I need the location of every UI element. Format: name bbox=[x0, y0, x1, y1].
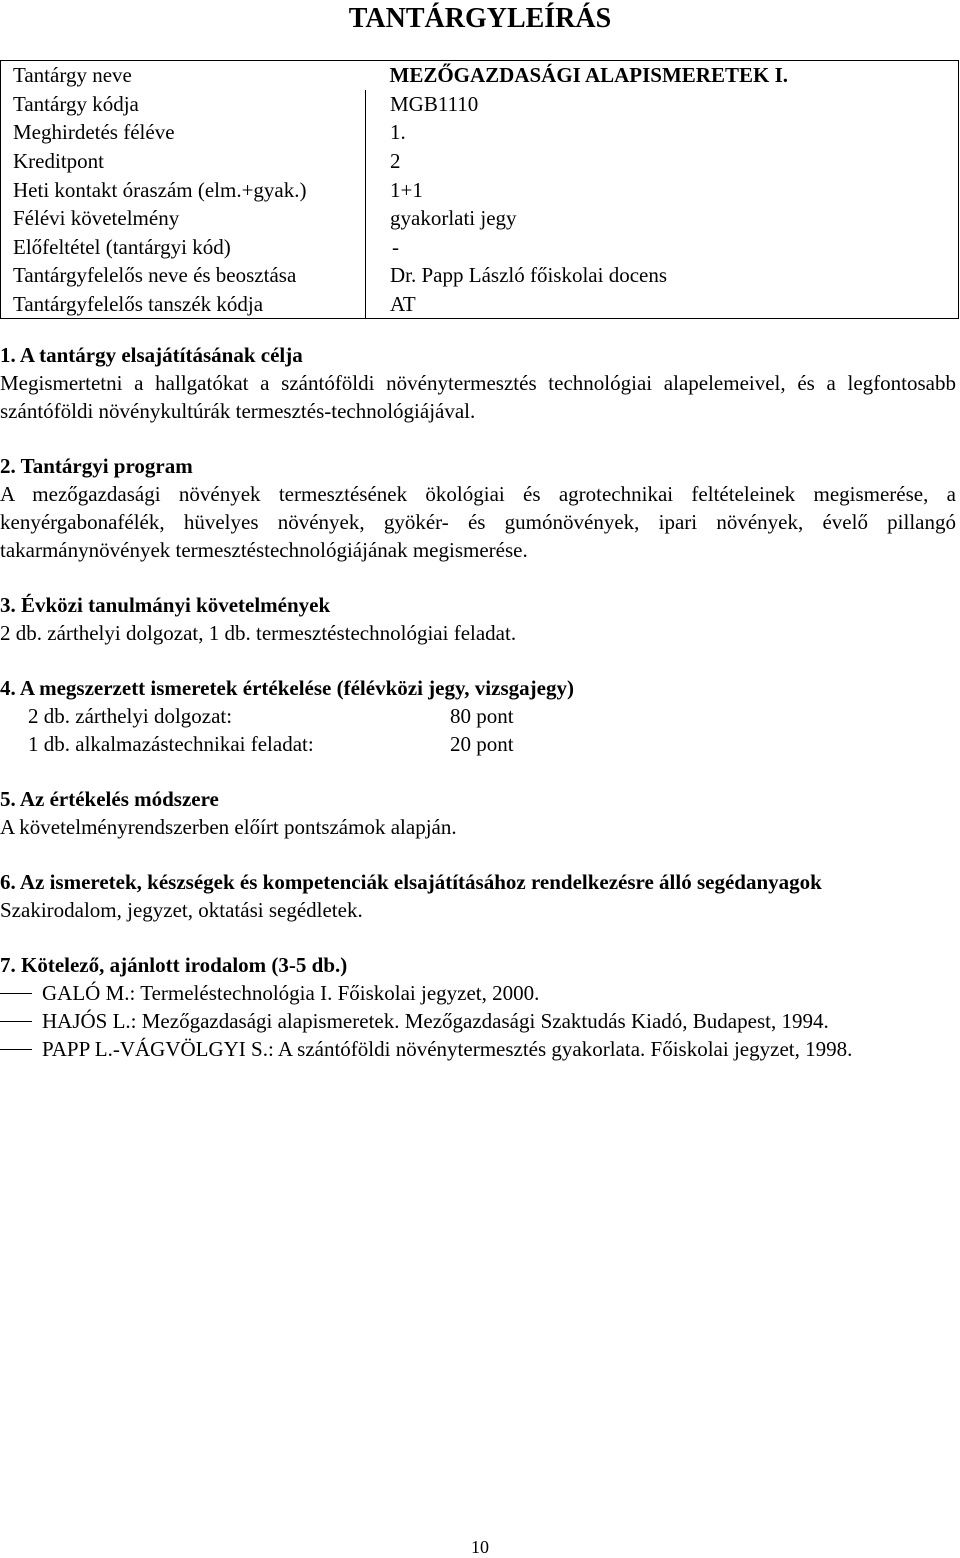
grade-item-label: 2 db. zárthelyi dolgozat: bbox=[28, 704, 233, 728]
grade-item-points: 20 pont bbox=[450, 732, 514, 756]
section-materials bbox=[0, 868, 956, 924]
row-value: AT bbox=[390, 292, 416, 317]
grade-item bbox=[0, 702, 956, 730]
section-heading: 6. Az ismeretek, készségek és kompetenciák elsajátításához rendelkezésre álló segédanyagok bbox=[0, 870, 822, 894]
table-row bbox=[1, 290, 959, 319]
document-content bbox=[0, 341, 956, 1090]
literature-text: PAPP L.-VÁGVÖLGYI S.: A szántóföldi növénytermesztés gyakorlata. Főiskolai jegyzet, 1998. bbox=[42, 1037, 853, 1061]
row-label: Tantárgyfelelős neve és beosztása bbox=[1, 261, 366, 290]
section-program bbox=[0, 452, 956, 564]
section-body: Szakirodalom, jegyzet, oktatási segédletek. bbox=[0, 898, 363, 922]
section-heading: 4. A megszerzett ismeretek értékelése (félévközi jegy, vizsgajegy) bbox=[0, 676, 574, 700]
table-row bbox=[1, 90, 959, 119]
row-value: 1+1 bbox=[390, 177, 423, 202]
section-body: Megismertetni a hallgatókat a szántóföldi növénytermesztés technológiai alapelemeivel, és a legfontosabb szántóföldi növénykultúrák termesztés-technológiájával. bbox=[0, 371, 956, 423]
row-value: gyakorlati jegy bbox=[390, 206, 517, 231]
grade-item-label: 1 db. alkalmazástechnikai feladat: bbox=[28, 732, 314, 756]
row-value: MEZŐGAZDASÁGI ALAPISMERETEK I. bbox=[389, 63, 788, 88]
section-assessment bbox=[0, 674, 956, 758]
grade-list bbox=[0, 702, 956, 758]
section-heading: 7. Kötelező, ajánlott irodalom (3-5 db.) bbox=[0, 953, 348, 977]
section-evaluation-method bbox=[0, 785, 956, 841]
row-value: MGB1110 bbox=[390, 91, 479, 116]
table-row bbox=[1, 147, 959, 176]
row-label: Tantárgyfelelős tanszék kódja bbox=[1, 290, 366, 319]
table-row bbox=[1, 233, 959, 262]
literature-item bbox=[0, 1007, 956, 1035]
dash-bullet-icon bbox=[0, 1049, 32, 1050]
document-title: TANTÁRGYLEÍRÁS bbox=[348, 3, 612, 34]
row-value: Dr. Papp László főiskolai docens bbox=[390, 263, 668, 288]
row-label: Meghirdetés féléve bbox=[1, 118, 366, 147]
table-row bbox=[1, 61, 959, 90]
table-row bbox=[1, 175, 959, 204]
course-info-table bbox=[0, 60, 959, 319]
row-value: 1. bbox=[390, 120, 406, 145]
literature-text: GALÓ M.: Termeléstechnológia I. Főiskolai jegyzet, 2000. bbox=[42, 981, 540, 1005]
section-heading: 2. Tantárgyi program bbox=[0, 454, 193, 478]
section-literature bbox=[0, 951, 956, 1063]
dash-bullet-icon bbox=[0, 993, 32, 994]
section-body: A követelményrendszerben előírt pontszámok alapján. bbox=[0, 815, 457, 839]
row-value: - bbox=[392, 234, 399, 259]
literature-item bbox=[0, 979, 956, 1007]
section-heading: 1. A tantárgy elsajátításának célja bbox=[0, 343, 303, 367]
section-heading: 5. Az értékelés módszere bbox=[0, 787, 219, 811]
table-row bbox=[1, 118, 959, 147]
section-objective bbox=[0, 341, 956, 425]
literature-text: HAJÓS L.: Mezőgazdasági alapismeretek. Mezőgazdasági Szaktudás Kiadó, Budapest, 1994. bbox=[42, 1009, 829, 1033]
row-label: Kreditpont bbox=[1, 147, 366, 176]
row-label: Félévi követelmény bbox=[1, 204, 366, 233]
row-label: Heti kontakt óraszám (elm.+gyak.) bbox=[1, 175, 366, 204]
row-label: Tantárgy neve bbox=[13, 63, 132, 88]
section-requirements bbox=[0, 591, 956, 647]
literature-item bbox=[0, 1035, 956, 1063]
section-body: A mezőgazdasági növények termesztésének ökológiai és agrotechnikai feltételeinek megismerése, a kenyérgabonafélék, hüvelyes növények, gyökér- és gumónövények, ipari növények, évelő pillangó takarmánynövények termesztéstechnológiájának megismerése. bbox=[0, 482, 956, 562]
grade-item bbox=[0, 730, 956, 758]
row-value: 2 bbox=[390, 149, 401, 174]
table-row bbox=[1, 204, 959, 233]
section-heading: 3. Évközi tanulmányi követelmények bbox=[0, 593, 331, 617]
page-number: 10 bbox=[471, 1537, 489, 1557]
row-label: Tantárgy kódja bbox=[1, 90, 366, 119]
dash-bullet-icon bbox=[0, 1021, 32, 1022]
section-body: 2 db. zárthelyi dolgozat, 1 db. termesztéstechnológiai feladat. bbox=[0, 621, 517, 645]
grade-item-points: 80 pont bbox=[450, 704, 514, 728]
table-row bbox=[1, 261, 959, 290]
row-label: Előfeltétel (tantárgyi kód) bbox=[1, 233, 366, 262]
